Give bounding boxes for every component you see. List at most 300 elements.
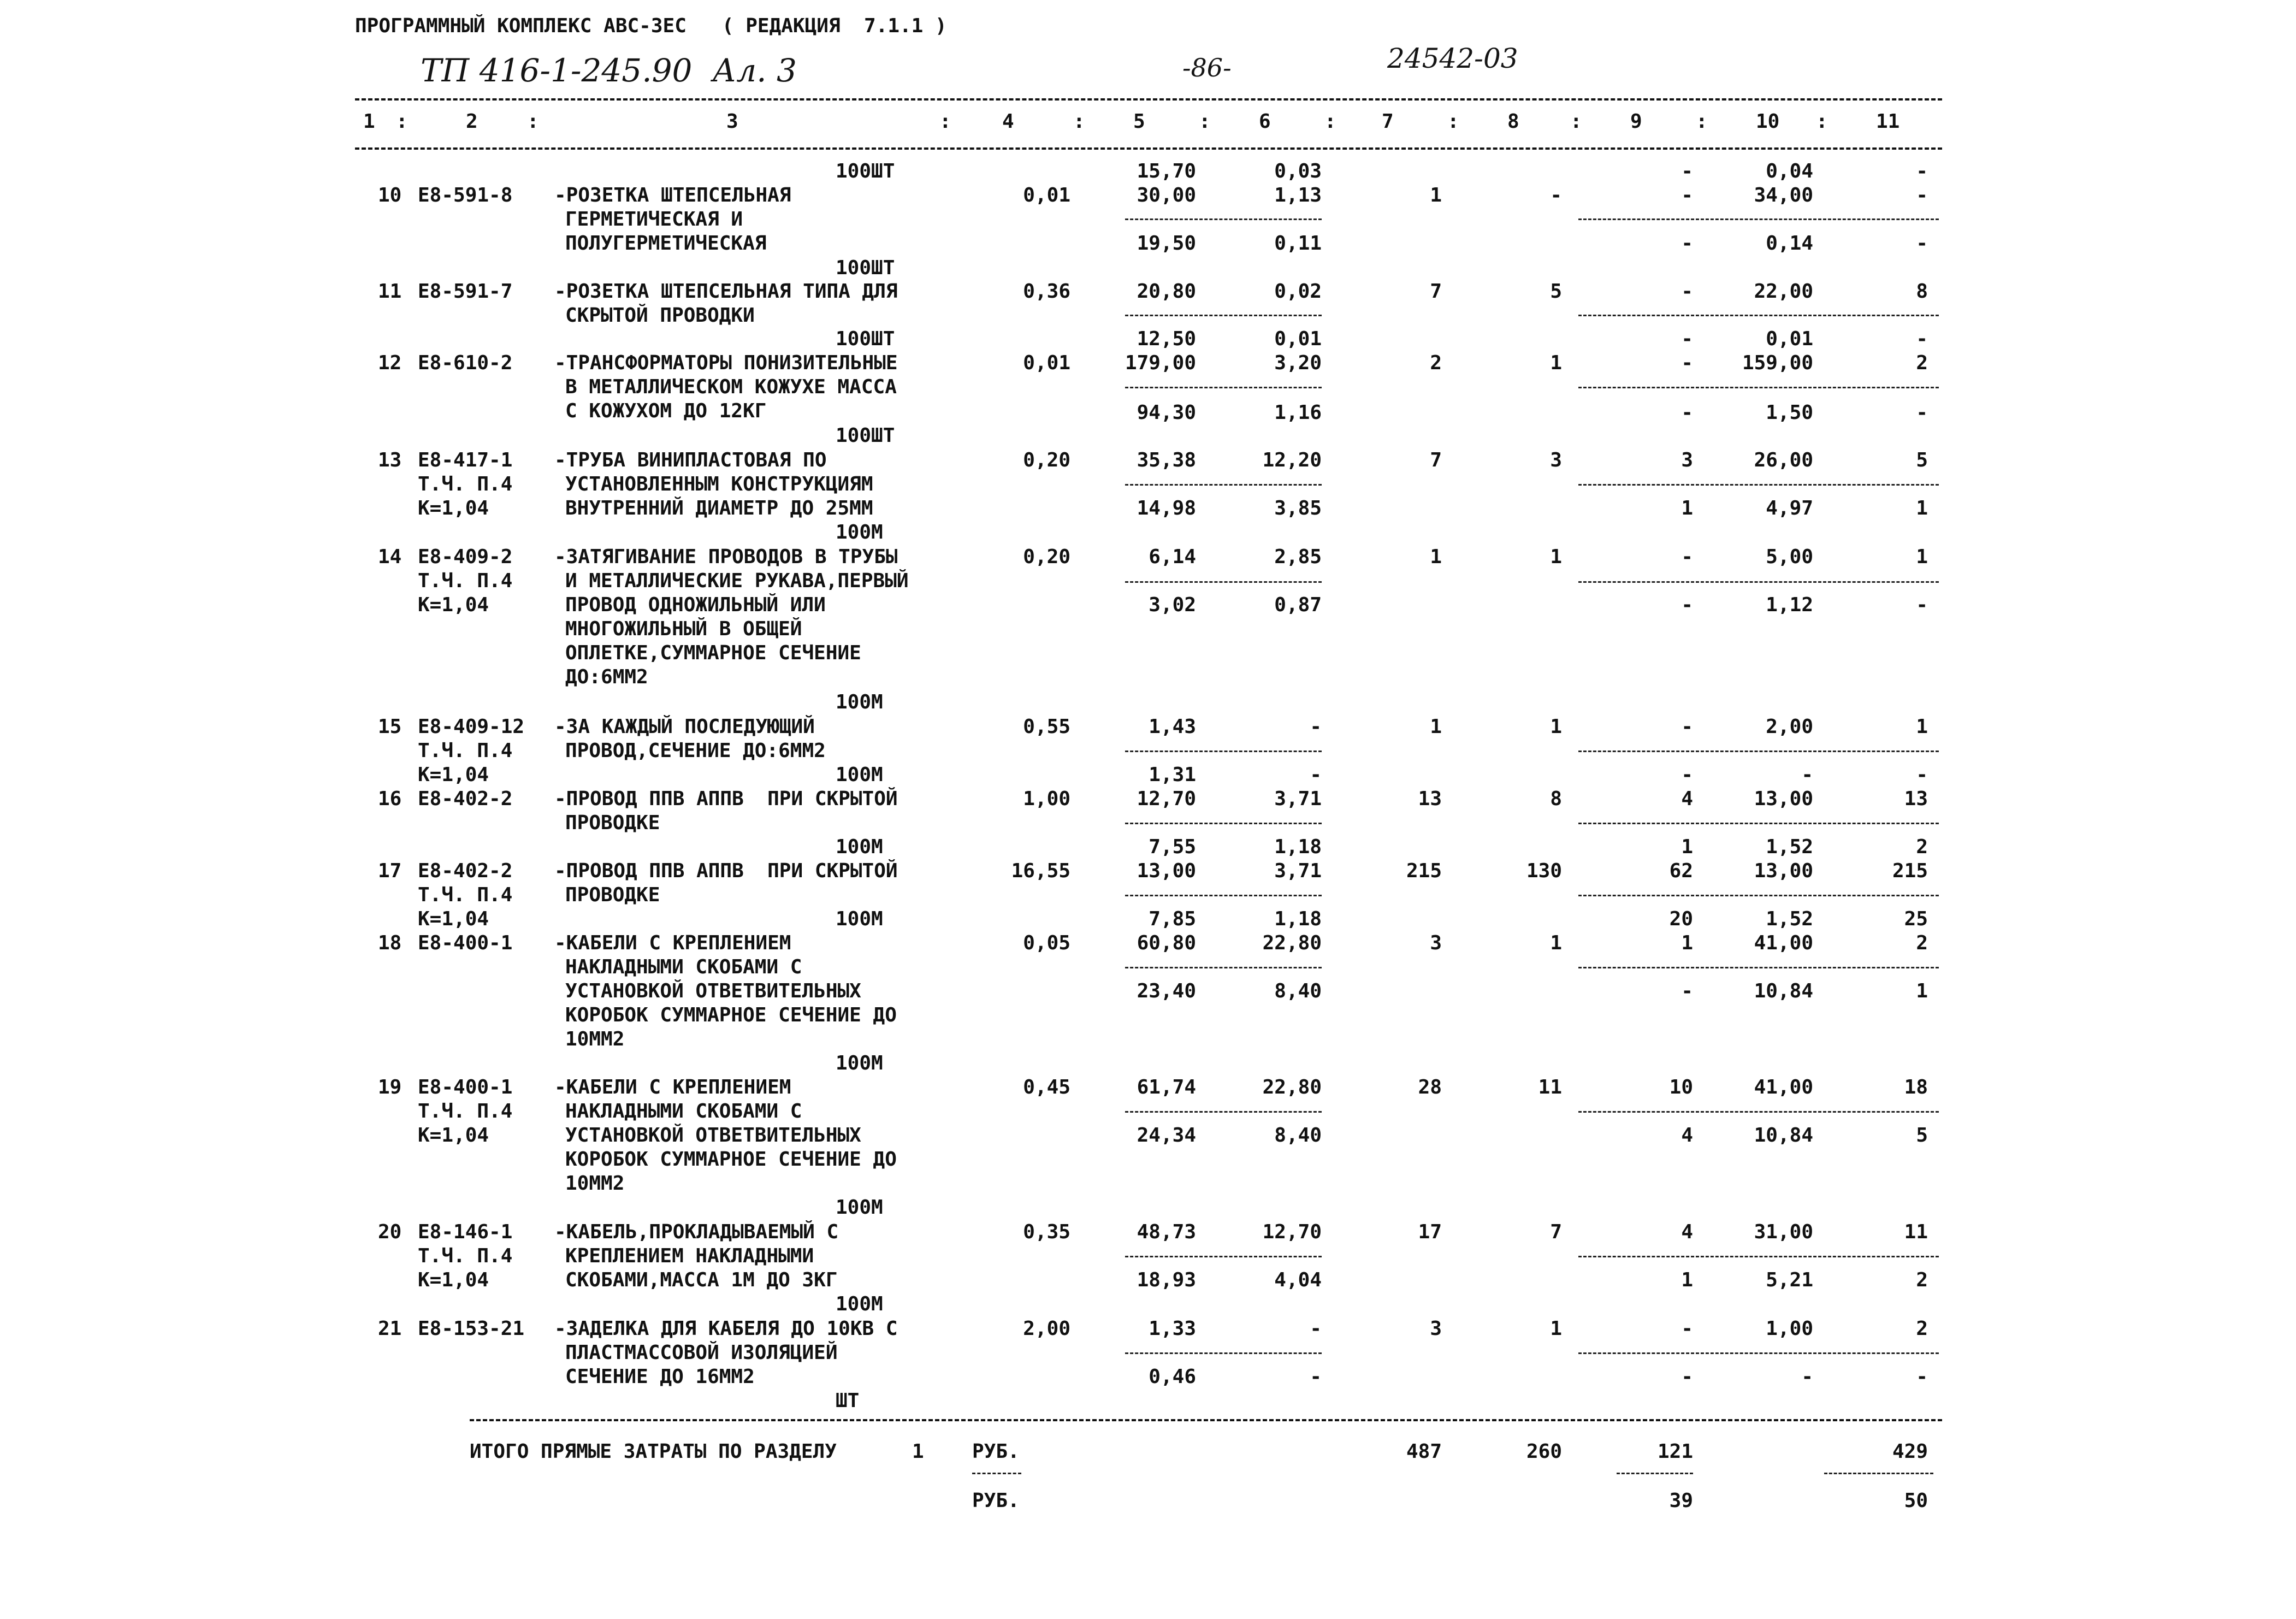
row-c11b: 2	[1916, 1269, 1928, 1291]
row-c5: 30,00	[1137, 184, 1196, 206]
row-number: 15	[378, 716, 402, 738]
row-subrule	[1125, 581, 1322, 583]
row-c9b: 1	[1681, 836, 1693, 858]
row-c8: -	[1550, 184, 1562, 206]
row-c9: 10	[1669, 1076, 1693, 1098]
row-desc: ГЕРМЕТИЧЕСКАЯ И	[565, 208, 743, 231]
row-c8: 1	[1550, 716, 1562, 738]
row-c4: 0,20	[1023, 449, 1070, 471]
row-c4: 0,35	[1023, 1221, 1070, 1243]
row-c5: 179,00	[1125, 352, 1196, 374]
row-c6b: 8,40	[1274, 1124, 1322, 1147]
row-c8: 8	[1550, 788, 1562, 810]
row-code: Е8-409-2	[418, 546, 513, 568]
row-c6b: 1,18	[1274, 836, 1322, 858]
row-c10b: 10,84	[1754, 1124, 1813, 1147]
row-code: Е8-409-12	[418, 716, 525, 738]
col-sep: :	[527, 110, 539, 133]
row-c10b: 1,50	[1766, 401, 1813, 424]
row-c10b: 1,12	[1766, 594, 1813, 616]
row-number: 18	[378, 932, 402, 954]
row-c7: 3	[1430, 1317, 1442, 1340]
row-c7: 28	[1418, 1076, 1442, 1098]
row-desc: СКРЫТОЙ ПРОВОДКИ	[565, 304, 755, 327]
header-rule-top	[355, 98, 1942, 101]
row-c9: -	[1681, 280, 1693, 303]
row-coefficient: К=1,04	[418, 594, 489, 616]
row-c5b: 23,40	[1137, 980, 1196, 1002]
row-number: 19	[378, 1076, 402, 1098]
row-desc: МНОГОЖИЛЬНЫЙ В ОБЩЕЙ	[565, 618, 802, 640]
row-c6: 3,71	[1274, 860, 1322, 882]
row-c6b: 0,87	[1274, 594, 1322, 616]
row-c11: 1	[1916, 546, 1928, 568]
row-c6b: -	[1310, 764, 1322, 786]
col-sep: :	[396, 110, 408, 133]
row-desc: НАКЛАДНЫМИ СКОБАМИ С	[565, 956, 802, 978]
col-sep: :	[1073, 110, 1085, 133]
row-subrule	[1578, 895, 1939, 896]
row-subrule	[1125, 315, 1322, 316]
row-desc: -КАБЕЛИ С КРЕПЛЕНИЕМ	[554, 1076, 791, 1098]
row-c5: 6,14	[1149, 546, 1196, 568]
row-c9b: -	[1681, 594, 1693, 616]
row-c11: 2	[1916, 1317, 1928, 1340]
row-c6: 2,85	[1274, 546, 1322, 568]
row-c8: 130	[1526, 860, 1562, 882]
row-c9b: -	[1681, 980, 1693, 1002]
row-code-note: Т.Ч. П.4	[418, 740, 513, 762]
row-code: Е8-591-7	[418, 280, 513, 303]
row-c5: 1,33	[1149, 1317, 1196, 1340]
carryover-c11: -	[1916, 160, 1928, 182]
row-desc: КРЕПЛЕНИЕМ НАКЛАДНЫМИ	[565, 1245, 814, 1267]
row-c10: 22,00	[1754, 280, 1813, 303]
row-c10: 31,00	[1754, 1221, 1813, 1243]
row-subrule	[1125, 895, 1322, 896]
row-desc: -ПРОВОД ППВ АППВ ПРИ СКРЫТОЙ	[554, 788, 898, 810]
row-unit: ШТ	[836, 1390, 860, 1412]
row-c5b: 12,50	[1137, 328, 1196, 350]
row-c5: 60,80	[1137, 932, 1196, 954]
row-c5: 35,38	[1137, 449, 1196, 471]
row-c11b: 5	[1916, 1124, 1928, 1147]
row-c11b: 25	[1904, 908, 1928, 930]
row-c11: 11	[1904, 1221, 1928, 1243]
row-c7: 3	[1430, 932, 1442, 954]
row-c5: 12,70	[1137, 788, 1196, 810]
row-desc: УСТАНОВЛЕННЫМ КОНСТРУКЦИЯМ	[565, 473, 873, 495]
col-header-1: 1	[363, 110, 375, 133]
row-c7: 1	[1430, 716, 1442, 738]
row-c4: 2,00	[1023, 1317, 1070, 1340]
row-c11: 13	[1904, 788, 1928, 810]
row-c8: 5	[1550, 280, 1562, 303]
row-c11: 1	[1916, 716, 1928, 738]
row-subrule	[1578, 967, 1939, 968]
row-c5: 20,80	[1137, 280, 1196, 303]
totals-c11: 429	[1892, 1440, 1928, 1463]
row-desc: КОРОБОК СУММАРНОЕ СЕЧЕНИЕ ДО	[565, 1004, 897, 1026]
row-c7: 2	[1430, 352, 1442, 374]
row-c10b: 10,84	[1754, 980, 1813, 1002]
carryover-c6: 0,03	[1274, 160, 1322, 182]
row-desc: ВНУТРЕННИЙ ДИАМЕТР ДО 25ММ	[565, 497, 873, 519]
row-c5: 61,74	[1137, 1076, 1196, 1098]
row-c10: 159,00	[1742, 352, 1813, 374]
row-c10: 1,00	[1766, 1317, 1813, 1340]
row-c10: 13,00	[1754, 788, 1813, 810]
row-c11b: -	[1916, 328, 1928, 350]
row-c10b: 5,21	[1766, 1269, 1813, 1291]
col-header-9: 9	[1630, 110, 1642, 133]
row-number: 21	[378, 1317, 402, 1340]
row-c4: 0,05	[1023, 932, 1070, 954]
row-code-note: Т.Ч. П.4	[418, 884, 513, 906]
row-c11: -	[1916, 184, 1928, 206]
row-desc: ПРОВОДКЕ	[565, 884, 660, 906]
row-c4: 1,00	[1023, 788, 1070, 810]
row-subrule	[1578, 218, 1939, 220]
row-c10: 2,00	[1766, 716, 1813, 738]
row-c5b: 3,02	[1149, 594, 1196, 616]
row-c11b: -	[1916, 401, 1928, 424]
row-c5b: 24,34	[1137, 1124, 1196, 1147]
row-c5b: 19,50	[1137, 232, 1196, 255]
row-c11b: 1	[1916, 497, 1928, 519]
row-coefficient: К=1,04	[418, 908, 489, 930]
document-code: ТП 416-1-245.90 Ал. 3	[421, 52, 797, 89]
row-c7: 17	[1418, 1221, 1442, 1243]
row-c6b: 8,40	[1274, 980, 1322, 1002]
row-c6: 12,20	[1262, 449, 1322, 471]
row-c6: 22,80	[1262, 1076, 1322, 1098]
row-c11b: -	[1916, 594, 1928, 616]
row-c5: 13,00	[1137, 860, 1196, 882]
row-c5b: 14,98	[1137, 497, 1196, 519]
row-c10b: 4,97	[1766, 497, 1813, 519]
row-desc: ОПЛЕТКЕ,СУММАРНОЕ СЕЧЕНИЕ	[565, 642, 861, 664]
row-unit: 100М	[836, 836, 883, 858]
col-sep: :	[1199, 110, 1211, 133]
row-code: Е8-400-1	[418, 932, 513, 954]
row-code: Е8-610-2	[418, 352, 513, 374]
col-header-11: 11	[1876, 110, 1900, 133]
row-code: Е8-146-1	[418, 1221, 513, 1243]
row-unit: 100М	[836, 691, 883, 713]
row-desc: ПЛАСТМАССОВОЙ ИЗОЛЯЦИЕЙ	[565, 1342, 838, 1364]
row-desc: -РОЗЕТКА ШТЕПСЕЛЬНАЯ	[554, 184, 791, 206]
row-c10b: 1,52	[1766, 836, 1813, 858]
row-c5b: 7,55	[1149, 836, 1196, 858]
totals-subrule	[1824, 1473, 1933, 1474]
row-unit: 100ШТ	[836, 257, 895, 279]
page-number: -86-	[1182, 53, 1232, 82]
row-c8: 7	[1550, 1221, 1562, 1243]
row-code: Е8-591-8	[418, 184, 513, 206]
row-c9b: -	[1681, 1366, 1693, 1388]
row-c6: 1,13	[1274, 184, 1322, 206]
row-desc: И МЕТАЛЛИЧЕСКИЕ РУКАВА,ПЕРВЫЙ	[565, 570, 909, 592]
col-sep: :	[1696, 110, 1708, 133]
col-header-3: 3	[726, 110, 738, 133]
row-desc: С КОЖУХОМ ДО 12КГ	[565, 400, 767, 422]
row-code: Е8-402-2	[418, 788, 513, 810]
col-sep: :	[1447, 110, 1459, 133]
row-coefficient: К=1,04	[418, 497, 489, 519]
row-desc: 10ММ2	[565, 1172, 625, 1195]
row-number: 14	[378, 546, 402, 568]
row-code-note: Т.Ч. П.4	[418, 1245, 513, 1267]
row-c6b: 0,11	[1274, 232, 1322, 255]
col-sep: :	[939, 110, 951, 133]
row-desc: 10ММ2	[565, 1028, 625, 1050]
row-code: Е8-400-1	[418, 1076, 513, 1098]
row-c10b: 1,52	[1766, 908, 1813, 930]
row-c6b: 1,18	[1274, 908, 1322, 930]
row-subrule	[1578, 484, 1939, 486]
row-code: Е8-417-1	[418, 449, 513, 471]
row-c5b: 1,31	[1149, 764, 1196, 786]
carryover-unit: 100ШТ	[836, 160, 895, 182]
row-c8: 1	[1550, 1317, 1562, 1340]
row-c7: 7	[1430, 449, 1442, 471]
row-c9b: 1	[1681, 1269, 1693, 1291]
row-number: 13	[378, 449, 402, 471]
totals-subrule	[1617, 1473, 1693, 1474]
row-coefficient: К=1,04	[418, 764, 489, 786]
row-c6: 3,71	[1274, 788, 1322, 810]
archive-number: 24542-03	[1387, 43, 1518, 74]
row-c10: 26,00	[1754, 449, 1813, 471]
row-c9b: -	[1681, 232, 1693, 255]
row-desc: ПОЛУГЕРМЕТИЧЕСКАЯ	[565, 232, 767, 255]
row-c8: 3	[1550, 449, 1562, 471]
row-desc: УСТАНОВКОЙ ОТВЕТВИТЕЛЬНЫХ	[565, 1124, 861, 1147]
row-c11: 8	[1916, 280, 1928, 303]
row-c9: 4	[1681, 1221, 1693, 1243]
row-subrule	[1125, 484, 1322, 486]
row-subrule	[1578, 823, 1939, 824]
row-c9: -	[1681, 1317, 1693, 1340]
totals-label: ИТОГО ПРЯМЫЕ ЗАТРАТЫ ПО РАЗДЕЛУ	[470, 1440, 837, 1463]
row-subrule	[1125, 218, 1322, 220]
row-c6b: 1,16	[1274, 401, 1322, 424]
row-subrule	[1125, 1352, 1322, 1354]
row-c4: 0,36	[1023, 280, 1070, 303]
totals-c8: 260	[1526, 1440, 1562, 1463]
row-c10b: -	[1801, 764, 1813, 786]
col-header-5: 5	[1133, 110, 1145, 133]
totals-c9: 121	[1657, 1440, 1693, 1463]
row-subrule	[1578, 315, 1939, 316]
row-c9b: 4	[1681, 1124, 1693, 1147]
row-unit: 100М	[836, 521, 883, 543]
row-c11b: 2	[1916, 836, 1928, 858]
row-c9b: 20	[1669, 908, 1693, 930]
row-c5b: 0,46	[1149, 1366, 1196, 1388]
row-c9b: -	[1681, 328, 1693, 350]
col-header-6: 6	[1259, 110, 1271, 133]
row-subrule	[1125, 823, 1322, 824]
row-c8: 1	[1550, 546, 1562, 568]
row-desc: КОРОБОК СУММАРНОЕ СЕЧЕНИЕ ДО	[565, 1148, 897, 1171]
row-c8: 1	[1550, 932, 1562, 954]
row-c6b: 0,01	[1274, 328, 1322, 350]
row-c7: 1	[1430, 546, 1442, 568]
carryover-c10: 0,04	[1766, 160, 1813, 182]
row-desc: -ТРУБА ВИНИПЛАСТОВАЯ ПО	[554, 449, 827, 471]
col-header-7: 7	[1382, 110, 1394, 133]
row-c8: 11	[1538, 1076, 1562, 1098]
row-code-note: Т.Ч. П.4	[418, 570, 513, 592]
row-desc: -КАБЕЛЬ,ПРОКЛАДЫВАЕМЫЙ С	[554, 1221, 839, 1243]
col-header-10: 10	[1756, 110, 1780, 133]
row-c11: 5	[1916, 449, 1928, 471]
row-desc: -ЗА КАЖДЫЙ ПОСЛЕДУЮЩИЙ	[554, 716, 815, 738]
row-subrule	[1125, 967, 1322, 968]
row-c5b: 94,30	[1137, 401, 1196, 424]
row-desc: ДО:6ММ2	[565, 666, 648, 688]
row-c4: 0,55	[1023, 716, 1070, 738]
row-c4: 0,01	[1023, 352, 1070, 374]
row-c11b: -	[1916, 764, 1928, 786]
row-number: 12	[378, 352, 402, 374]
row-number: 10	[378, 184, 402, 206]
row-code-note: Т.Ч. П.4	[418, 1100, 513, 1122]
row-c11: 215	[1892, 860, 1928, 882]
row-unit: 100ШТ	[836, 328, 895, 350]
row-desc: -ЗАТЯГИВАНИЕ ПРОВОДОВ В ТРУБЫ	[554, 546, 898, 568]
row-c9: -	[1681, 184, 1693, 206]
row-c4: 0,01	[1023, 184, 1070, 206]
row-c10b: 0,14	[1766, 232, 1813, 255]
row-subrule	[1578, 1352, 1939, 1354]
row-unit: 100М	[836, 908, 883, 930]
row-c10: 41,00	[1754, 932, 1813, 954]
row-c6: 12,70	[1262, 1221, 1322, 1243]
row-c6b: -	[1310, 1366, 1322, 1388]
totals-c9b: 39	[1669, 1490, 1693, 1512]
row-c4: 16,55	[1011, 860, 1070, 882]
row-c9: 3	[1681, 449, 1693, 471]
row-number: 11	[378, 280, 402, 303]
row-c11: 2	[1916, 932, 1928, 954]
row-c7: 215	[1406, 860, 1442, 882]
row-c9: -	[1681, 546, 1693, 568]
row-desc: ПРОВОДКЕ	[565, 812, 660, 834]
row-c4: 0,45	[1023, 1076, 1070, 1098]
row-desc: УСТАНОВКОЙ ОТВЕТВИТЕЛЬНЫХ	[565, 980, 861, 1002]
row-unit: 100М	[836, 764, 883, 786]
totals-section: 1	[912, 1440, 924, 1463]
row-c11b: -	[1916, 1366, 1928, 1388]
row-desc: -ТРАНСФОРМАТОРЫ ПОНИЗИТЕЛЬНЫЕ	[554, 352, 898, 374]
col-sep: :	[1816, 110, 1828, 133]
row-number: 16	[378, 788, 402, 810]
row-c7: 13	[1418, 788, 1442, 810]
col-sep: :	[1570, 110, 1582, 133]
row-c10b: -	[1801, 1366, 1813, 1388]
row-subrule	[1125, 751, 1322, 752]
totals-currency: РУБ.	[972, 1440, 1020, 1463]
row-desc: -ЗАДЕЛКА ДЛЯ КАБЕЛЯ ДО 10КВ С	[554, 1317, 898, 1340]
row-code: Е8-153-21	[418, 1317, 525, 1340]
row-c10: 41,00	[1754, 1076, 1813, 1098]
row-code: Е8-402-2	[418, 860, 513, 882]
row-c11: 2	[1916, 352, 1928, 374]
row-desc: -РОЗЕТКА ШТЕПСЕЛЬНАЯ ТИПА ДЛЯ	[554, 280, 898, 303]
row-subrule	[1578, 581, 1939, 583]
row-number: 17	[378, 860, 402, 882]
row-coefficient: К=1,04	[418, 1124, 489, 1147]
row-c11: 18	[1904, 1076, 1928, 1098]
row-c9: 1	[1681, 932, 1693, 954]
col-header-2: 2	[466, 110, 478, 133]
col-header-8: 8	[1507, 110, 1519, 133]
row-c9b: 1	[1681, 497, 1693, 519]
row-unit: 100М	[836, 1293, 883, 1315]
row-c10: 5,00	[1766, 546, 1813, 568]
col-sep: :	[1324, 110, 1336, 133]
row-c9b: -	[1681, 764, 1693, 786]
row-c6: 3,20	[1274, 352, 1322, 374]
row-c9: -	[1681, 716, 1693, 738]
totals-subrule	[972, 1473, 1021, 1474]
row-subrule	[1578, 1111, 1939, 1113]
row-c4: 0,20	[1023, 546, 1070, 568]
row-c6b: 3,85	[1274, 497, 1322, 519]
row-c5b: 18,93	[1137, 1269, 1196, 1291]
program-header: ПРОГРАММНЫЙ КОМПЛЕКС АВС-3ЕС ( РЕДАКЦИЯ 7.1.1 )	[355, 15, 947, 37]
totals-c7: 487	[1406, 1440, 1442, 1463]
row-desc: НАКЛАДНЫМИ СКОБАМИ С	[565, 1100, 802, 1122]
row-c5b: 7,85	[1149, 908, 1196, 930]
row-c8: 1	[1550, 352, 1562, 374]
row-number: 20	[378, 1221, 402, 1243]
row-c9: -	[1681, 352, 1693, 374]
row-c9: 62	[1669, 860, 1693, 882]
totals-currency-2: РУБ.	[972, 1490, 1020, 1512]
row-desc: ПРОВОД,СЕЧЕНИЕ ДО:6ММ2	[565, 740, 826, 762]
totals-c11b: 50	[1904, 1490, 1928, 1512]
row-c6b: 4,04	[1274, 1269, 1322, 1291]
row-c10b: 0,01	[1766, 328, 1813, 350]
carryover-c5: 15,70	[1137, 160, 1196, 182]
row-unit: 100ШТ	[836, 424, 895, 447]
row-c6: -	[1310, 1317, 1322, 1340]
row-desc: -КАБЕЛИ С КРЕПЛЕНИЕМ	[554, 932, 791, 954]
row-subrule	[1125, 387, 1322, 388]
row-desc: ПРОВОД ОДНОЖИЛЬНЫЙ ИЛИ	[565, 594, 826, 616]
row-coefficient: К=1,04	[418, 1269, 489, 1291]
row-c6: 0,02	[1274, 280, 1322, 303]
row-desc: СКОБАМИ,МАССА 1М ДО 3КГ	[565, 1269, 838, 1291]
totals-rule	[470, 1419, 1942, 1421]
row-unit: 100М	[836, 1196, 883, 1219]
row-desc: СЕЧЕНИЕ ДО 16ММ2	[565, 1366, 755, 1388]
row-c10: 13,00	[1754, 860, 1813, 882]
row-c9: 4	[1681, 788, 1693, 810]
row-subrule	[1578, 751, 1939, 752]
carryover-c9: -	[1681, 160, 1693, 182]
row-c5: 48,73	[1137, 1221, 1196, 1243]
row-subrule	[1578, 1256, 1939, 1257]
row-desc: В МЕТАЛЛИЧЕСКОМ КОЖУХЕ МАССА	[565, 376, 897, 398]
row-unit: 100М	[836, 1052, 883, 1074]
row-c7: 7	[1430, 280, 1442, 303]
row-c5: 1,43	[1149, 716, 1196, 738]
